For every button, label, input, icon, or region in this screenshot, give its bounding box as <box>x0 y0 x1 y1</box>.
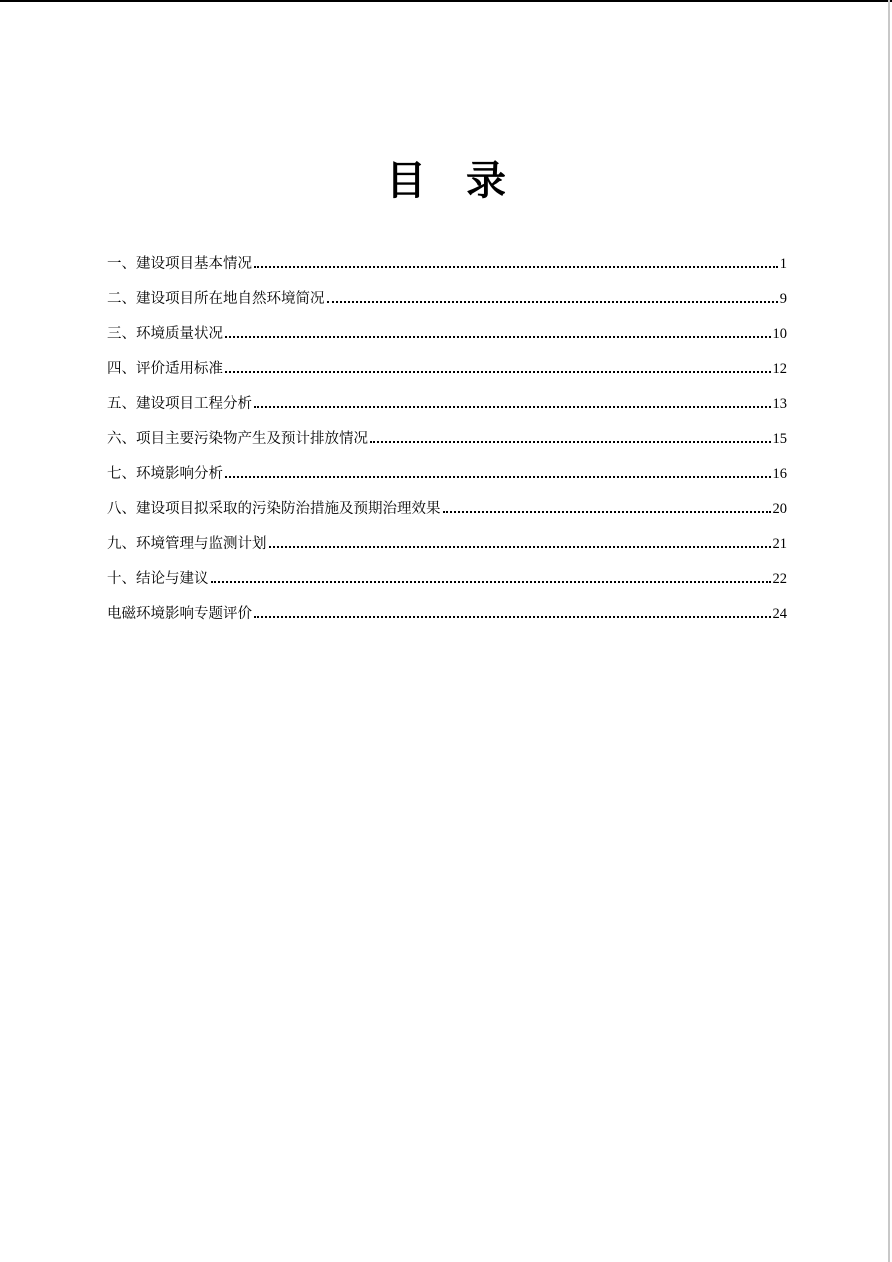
toc-entry[interactable] <box>107 463 787 498</box>
toc-entry-page: 15 <box>772 431 787 447</box>
toc-entry-label: 七、环境影响分析 <box>107 466 223 482</box>
toc-entry-page: 16 <box>772 466 787 482</box>
toc-entry-page: 22 <box>772 571 787 587</box>
toc-leader-dots <box>254 405 771 408</box>
toc-entry[interactable] <box>107 533 787 568</box>
toc-leader-dots <box>225 335 771 338</box>
toc-entry-label: 五、建设项目工程分析 <box>107 396 252 412</box>
toc-entry-page: 10 <box>772 326 787 342</box>
toc-leader-dots <box>269 545 771 548</box>
toc-entry[interactable] <box>107 393 787 428</box>
toc-entry[interactable] <box>107 603 787 638</box>
toc-entry-label: 电磁环境影响专题评价 <box>107 606 252 622</box>
toc-leader-dots <box>211 580 771 583</box>
toc-entry-label: 四、评价适用标准 <box>107 361 223 377</box>
page-top-border <box>0 0 892 2</box>
toc-leader-dots <box>370 440 771 443</box>
toc-leader-dots <box>254 615 771 618</box>
toc-entry-label: 六、项目主要污染物产生及预计排放情况 <box>107 431 368 447</box>
table-of-contents <box>107 253 787 638</box>
toc-entry[interactable] <box>107 253 787 288</box>
toc-entry-page: 21 <box>772 536 787 552</box>
toc-entry[interactable] <box>107 568 787 603</box>
toc-entry-page: 1 <box>779 256 787 272</box>
toc-entry-label: 九、环境管理与监测计划 <box>107 536 267 552</box>
toc-entry-label: 十、结论与建议 <box>107 571 209 587</box>
toc-entry[interactable] <box>107 323 787 358</box>
toc-entry[interactable] <box>107 288 787 323</box>
toc-entry-label: 三、环境质量状况 <box>107 326 223 342</box>
toc-entry[interactable] <box>107 498 787 533</box>
page-title: 目 录 <box>386 158 506 204</box>
toc-entry-page: 9 <box>779 291 787 307</box>
toc-entry-label: 八、建设项目拟采取的污染防治措施及预期治理效果 <box>107 501 441 517</box>
toc-entry-page: 20 <box>772 501 787 517</box>
toc-entry-page: 24 <box>772 606 787 622</box>
toc-entry-page: 13 <box>772 396 787 412</box>
toc-entry-label: 二、建设项目所在地自然环境简况 <box>107 291 325 307</box>
toc-leader-dots <box>225 370 771 373</box>
toc-entry[interactable] <box>107 358 787 393</box>
toc-leader-dots <box>327 300 778 303</box>
toc-leader-dots <box>254 265 778 268</box>
toc-entry-page: 12 <box>772 361 787 377</box>
toc-leader-dots <box>225 475 771 478</box>
toc-entry[interactable] <box>107 428 787 463</box>
toc-entry-label: 一、建设项目基本情况 <box>107 256 252 272</box>
toc-leader-dots <box>443 510 771 513</box>
